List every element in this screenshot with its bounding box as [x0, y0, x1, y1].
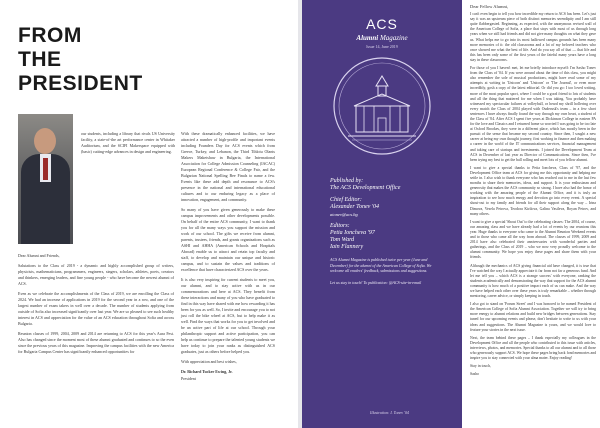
title-line: THE — [18, 48, 62, 71]
editors-label: Editors: — [330, 223, 350, 229]
title-line: FROM — [18, 24, 82, 47]
editor-name: Petia Ioncheva '97 — [330, 230, 375, 236]
president-portrait-photo — [18, 114, 73, 244]
issue-line: Issue 14, June 2019 — [366, 44, 398, 49]
paragraph: Although the mechanics of ACS giving financial aid have changed, it is true that I've watched the way I actually appreciate it far from not far a generous fund. And let me tell you – which ACS is a strange success' with everyone, ranking the students academically and demonstrating the way that support for the ACS alumni community is how much of a positive impact each of us can make. And the way we have helped each other over these years is truly remarkable – whether through mentoring, career advice, or simply keeping in touch. — [470, 263, 596, 299]
letter-column-a — [81, 131, 175, 246]
chief-editor: Alexander Tonev '04 — [330, 204, 380, 210]
publication-note: ACS Alumni Magazine is published twice per year (June and December) for the alumni of the American College of Sofia. We welcome all readers' feedback, submissions and suggestions. — [330, 257, 432, 273]
salutation: Dear Fellow Alumni, — [470, 4, 509, 9]
closing-line: Stay in touch, — [470, 364, 491, 369]
magazine-title — [302, 34, 462, 42]
paragraph: Next, the team behind these pages – I thank especially my colleagues in the Development Office and all the people who contributed to this issue with articles, interviews, photos, and memories. Special thanks to all our alumni and to all those who generously support ACS. We hope these pages bring back fond memories and inspire you to stay connected with your alma mater. Enjoy reading! — [470, 335, 596, 361]
paragraph: I want to give a special thanks to Petia Ioncheva, Class of '97, and the Development Office team at ACS for giving me this opportunity and helping me settle in. I also wish to thank everyone who has reached out to me in the last few months to share their memories, ideas, and support. It is your enthusiasm and generosity that makes the ACS community so strong. I have also had the honor of working with the amazing people of the Alumni Office, and it is truly an inspiration to see how much energy and devotion go into every event. A special shout-out to my family and friends for all their support along the way – Irina Dimova, Vesela Petrova, Teodora Kirilova, Galina Vasileva, Boyan Petrov, and many others. — [470, 165, 596, 216]
chief-editor-email: atonev@acs.bg — [330, 212, 358, 217]
published-by-label: Published by: — [330, 178, 364, 184]
signature-role: President — [181, 376, 196, 381]
signature-name: Dr. Richard Tucker Ewing, Jr. — [181, 369, 233, 374]
paragraph: I want to give a special 'Shout Out' to the celebrating classes: The 2004, of course, our amazing class and we have already had a lot of events by our reunions this year. Huge thanks to everyone who came to the Alumni Reunion Weekend events and to those who came all the way from abroad. The classes of 1999, 2009 and 2014 have also celebrated their anniversaries with wonderful parties and gatherings, and the Class of 2019 – who we now very proudly welcome to the alumni community. We hope you enjoy these pages and share them with your friends. — [470, 219, 596, 260]
paragraph: It is also very inspiring for current students to meet you, our alumni, and to stay active with us in our commemorations and here at ACS. They benefit from these interactions and many of you who have graduated to find in this way have shared with me how rewarding it has been for you as well. So, I invite and encourage you to not just roll the bike wheel at ACS, but to help make it as well. Find the ways that works for you to get involved and be an active part of life at our school. Through your philanthropic support and active participation, you can help us continue to prepare the talented young students we have today to join your ranks as distinguished ACS graduates, just as others before helped you. — [181, 277, 275, 354]
editor-name: Tom Ward — [330, 237, 355, 243]
president-letter-page — [0, 0, 298, 428]
magazine-title-a: Alumni — [356, 34, 379, 42]
paragraph: So many of you have given generously to make these campus improvements and other developments possible. On behalf of the entire ACS community, I want to thank you for all the many ways you support the mission and work of our school. The gifts we receive from alumni, parents, trustees, friends, and grants organizations such as ASHI and AHHA (American Schools and Hospitals Abroad) enable us to attract and retain top faculty and staff, to develop and maintain our unique and historic campus, and to sustain the values and traditions of excellence that have characterized ACS over the years. — [181, 207, 275, 272]
paragraph: With these dramatically enhanced facilities, we have attracted a number of high-profile and important events including Founders Day for ACS events which from Greece, Turkey, and Lebanon, the Third Tihloiu Olants Makers Maketshaw in Bulgaria, the International Association for College Admission Counseling (IACAC) European Regional Conference & College Fair, and the Bulgarian National Spelling Bee Finals to name a few. Events like these add depth and resonance to ACS's presence in the national and international educational cultures and to our enduring legacy as a place of innovation, engagement, and community. — [181, 131, 275, 202]
page-title — [18, 24, 143, 96]
chief-editor-label: Chief Editor: — [330, 197, 362, 203]
editor-letter-page — [302, 0, 600, 428]
paragraph: our students, including a library that rivals US University facility, a state-of-the art performance center in Whitaker Auditorium, and the SCIFI Makerspace equipped with (basic) cutting-edge advances in design and engineering. — [81, 131, 175, 154]
magazine-logo: ACS — [366, 16, 398, 32]
letter-column-b — [181, 131, 275, 421]
title-line: PRESIDENT — [18, 72, 143, 95]
paragraph: Reunion classes of 1999, 2004, 2009 and 2014 are returning to ACS for this year's Aura Fest. Also has changed since the moment most of these alumni graduated and continues to so the even since the previous years of this magazine. Improving the campus facilities with the new America for Bulgaria Campus Center has significantly enhanced opportunities for — [18, 331, 174, 354]
editor-name: Iain Flannery — [330, 244, 364, 250]
paragraph: For those of you I haven't met, let me briefly introduce myself: I'm Sasho Tonev from the Class of '04. If you were around about the time of this class, you might also remember the sole of musical productions, might have read some of my attempts at writing in 'Unicorn' and 'Unicorn' or 'The Journal', or even more incredibly, gosh a copy of the latest editorial. Or did you go: I too loved writing, more of the most popular sport, where I could be a good friend to lots of students and all the thing that mattered for me when I was taking. You probably have witnessed my spectacular failures at volleyball, or heard my shrill hollering over every match the Class of 2004 played with Ouderusk's team – in a few short sentences I have always finally found the way through my own heart, a student of the Class of '04. After ACS I spent five years at Dickinson College in eastern PA for the love and Classics and I returned home so worried I was going to be too late at Oxford Brookes, they were in a different place, which has mostly been in the pursuit of the sense that became my second country. Since then, I sought a new career at being my own thought journey, first working in finance and then making a career in the world of the IT communications services, financial management and taking care of startups and investments. I joined the Development Team at ACS in December of last year as Director of Communications. Since then, I've been trying my best to get the ball rolling and meet lots of you fellow alumni. — [470, 66, 596, 162]
publication-contact: Let us stay in touch! To publication: @ACS-site-in-email — [330, 279, 422, 285]
building-illustration-icon — [332, 56, 432, 156]
letter-column-c — [18, 253, 174, 423]
illustration-credit: Illustration: I. Tonev '04 — [370, 410, 409, 415]
paragraph: Even as we celebrate the accomplishments of the Class of 2019, we are enrolling the Class of 2024. We had an increase of applications in 2019 for the second year in a row, and one of the largest number of exam takers in well over a decade. The number of students applying from outside of Sofia also increased significantly over last year. We are so pleased to see such healthy interest in ACS and appreciation for the value of an ACS education throughout Sofia and across Bulgaria. — [18, 291, 174, 326]
closing-line: With appreciation and best wishes, — [181, 359, 237, 364]
salutation: Dear Alumni and Friends, — [18, 253, 60, 258]
published-by: The ACS Development Office — [330, 185, 401, 191]
paragraph: I can't even begin to tell you how incredible my return to ACS has been. Let's just say it was an upstream piece of both distinct memories serendipity and I am still quite flabbergasted. Beginning, as expected, with the anonymous revised wall of the American College of Sofia, a place that stays with most of us through long years when we still had friends and did not give many thoughts on what they gave us. What helps me to go into its most hallowed campus grounds has been many more memories of it: the old classrooms and a lot of my beloved teachers who once showed me what the best of life. And do you say all of that — that life and this has been only some of the first years of the fateful many years have a long stay in these classrooms. — [470, 12, 596, 62]
paragraph: Salutations to the Class of 2019 - a dynamic and highly accomplished group of writers, physicists, mathematicians, programmers, engineers, singers, scholars, athletes, poets, creators and thinkers, emerging leaders, and fine young people - who have become the newest alumni of ACS. — [18, 263, 174, 286]
signature-name: Sasho — [470, 372, 480, 377]
masthead-panel — [302, 0, 462, 428]
editor-letter-text — [470, 4, 596, 424]
magazine-title-b: Magazine — [379, 34, 408, 42]
masthead-credits — [330, 178, 440, 289]
paragraph: I also got to stand on 'Forum Street' and I was honored to be named President of the American College of Sofia Alumni Association. Together we will try to bring more energy to alumni relations and build new bridges between generations. Stay tuned for our upcoming events and please, don't hesitate to write to us with your ideas and suggestions. The Alumni Magazine is yours, and we would love to feature your stories in the next issue. — [470, 302, 596, 332]
